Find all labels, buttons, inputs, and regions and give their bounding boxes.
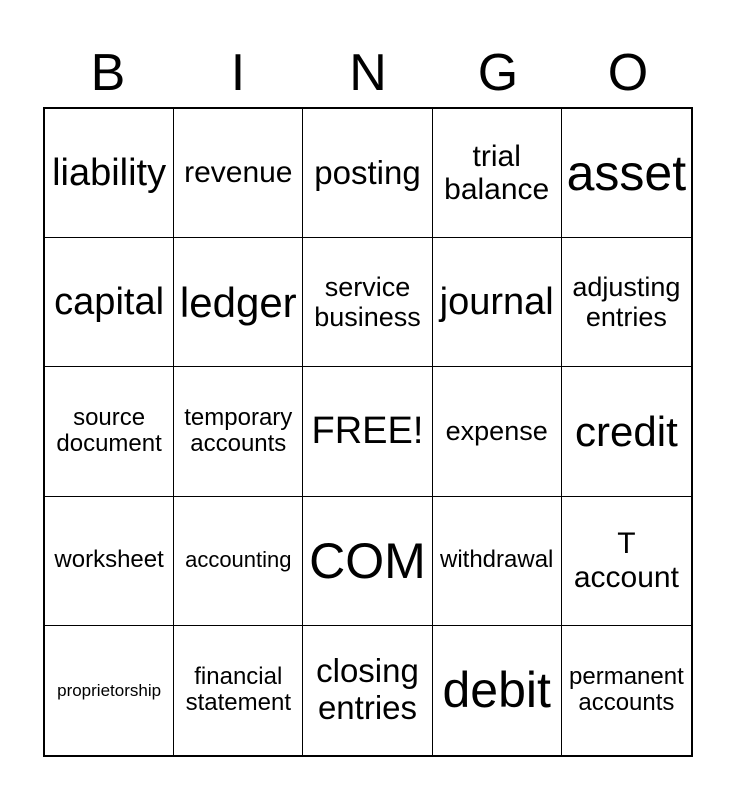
cell-text: accounting bbox=[185, 547, 292, 573]
cell-text: adjusting entries bbox=[572, 272, 681, 333]
bingo-cell[interactable] bbox=[303, 238, 432, 367]
bingo-cell[interactable] bbox=[303, 626, 432, 755]
cell-text: posting bbox=[314, 153, 421, 191]
bingo-cell free-space[interactable] bbox=[303, 367, 432, 496]
bingo-cell[interactable] bbox=[174, 238, 303, 367]
bingo-cell[interactable] bbox=[433, 367, 562, 496]
bingo-cell[interactable] bbox=[45, 367, 174, 496]
cell-text: COM bbox=[309, 532, 426, 589]
cell-text: debit bbox=[442, 662, 551, 719]
cell-text: liability bbox=[52, 151, 167, 194]
header-letter-o: O bbox=[607, 44, 649, 102]
bingo-cell[interactable] bbox=[45, 109, 174, 238]
cell-text: capital bbox=[54, 281, 165, 324]
cell-text: credit bbox=[575, 407, 678, 455]
cell-text: T account bbox=[573, 527, 679, 594]
cell-text: withdrawal bbox=[440, 546, 554, 574]
bingo-cell[interactable] bbox=[303, 497, 432, 626]
bingo-cell[interactable] bbox=[433, 497, 562, 626]
bingo-cell[interactable] bbox=[433, 238, 562, 367]
cell-text: asset bbox=[566, 145, 687, 202]
bingo-header bbox=[43, 38, 693, 108]
bingo-board bbox=[43, 107, 693, 757]
bingo-cell[interactable] bbox=[45, 626, 174, 755]
cell-text: journal bbox=[439, 281, 554, 324]
cell-text: financial statement bbox=[185, 662, 291, 717]
cell-text: source document bbox=[56, 403, 162, 458]
bingo-cell[interactable] bbox=[45, 497, 174, 626]
header-letter-i: I bbox=[230, 44, 246, 102]
bingo-cell[interactable] bbox=[562, 367, 691, 496]
bingo-cell[interactable] bbox=[562, 497, 691, 626]
bingo-cell[interactable] bbox=[433, 626, 562, 755]
header-letter-b: B bbox=[90, 44, 126, 102]
bingo-cell[interactable] bbox=[174, 497, 303, 626]
bingo-cell[interactable] bbox=[303, 109, 432, 238]
bingo-cell[interactable] bbox=[562, 109, 691, 238]
bingo-cell[interactable] bbox=[562, 626, 691, 755]
bingo-cell[interactable] bbox=[174, 367, 303, 496]
header-letter-n: N bbox=[349, 44, 387, 102]
cell-text: expense bbox=[445, 416, 548, 447]
cell-text: worksheet bbox=[54, 546, 164, 574]
cell-text: FREE! bbox=[311, 410, 424, 453]
cell-text: closing entries bbox=[316, 652, 419, 727]
cell-text: service business bbox=[314, 272, 421, 333]
header-letter-g: G bbox=[477, 44, 519, 102]
cell-text: ledger bbox=[179, 278, 297, 326]
cell-text: permanent accounts bbox=[569, 662, 684, 717]
cell-text: revenue bbox=[184, 156, 293, 190]
bingo-cell[interactable] bbox=[174, 626, 303, 755]
cell-text: temporary accounts bbox=[184, 403, 293, 458]
bingo-cell[interactable] bbox=[174, 109, 303, 238]
bingo-cell[interactable] bbox=[433, 109, 562, 238]
bingo-cell[interactable] bbox=[45, 238, 174, 367]
bingo-cell[interactable] bbox=[562, 238, 691, 367]
cell-text: proprietorship bbox=[57, 680, 162, 700]
cell-text: trial balance bbox=[444, 139, 550, 207]
